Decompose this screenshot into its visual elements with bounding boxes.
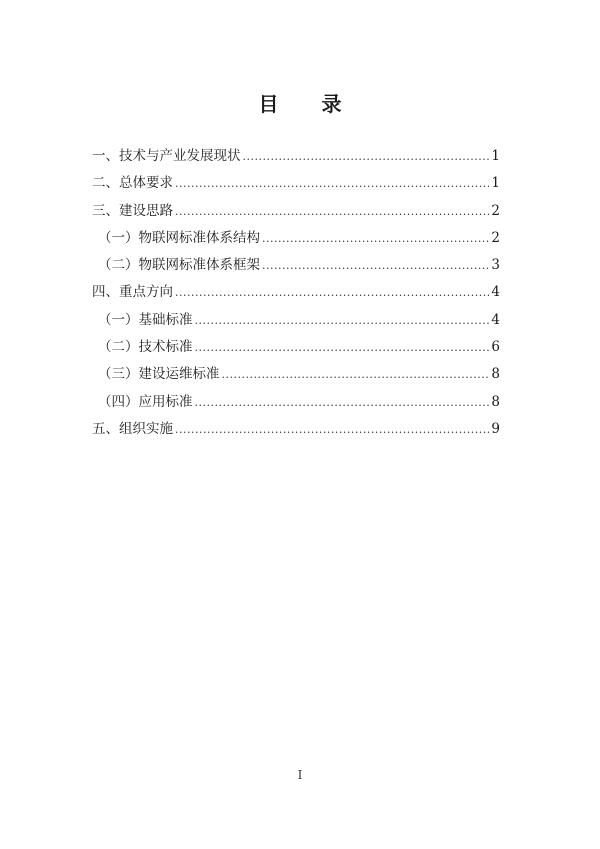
toc-entry[interactable] [92, 201, 500, 228]
toc-entry-label: （一）基础标准 [98, 311, 193, 328]
toc-entry-page: 1 [491, 175, 500, 192]
toc-entry[interactable] [92, 282, 500, 309]
toc-entry-page: 2 [491, 202, 500, 219]
toc-entry-page: 8 [491, 366, 500, 383]
toc-entry-label: （三）建设运维标准 [98, 366, 220, 383]
dot-leader [195, 393, 490, 413]
page-number: I [297, 768, 303, 782]
toc-entry[interactable] [92, 310, 500, 337]
toc-entry[interactable] [92, 146, 500, 173]
toc-entry-label: （二）技术标准 [98, 339, 193, 356]
toc-entry-page: 1 [491, 148, 500, 164]
toc-entry-page: 8 [491, 393, 500, 410]
dot-leader [262, 256, 489, 276]
toc-entry[interactable] [92, 228, 500, 255]
toc-entry-page: 2 [491, 229, 500, 246]
dot-leader [175, 202, 489, 222]
toc-entry[interactable] [92, 392, 500, 419]
toc-entry-label: 二、总体要求 [92, 175, 173, 192]
toc-entry[interactable] [92, 337, 500, 364]
toc-entry[interactable] [92, 173, 500, 200]
toc-entry-label: 五、组织实施 [92, 420, 173, 437]
toc-entry[interactable] [92, 255, 500, 282]
dot-leader [243, 147, 490, 167]
dot-leader [195, 311, 490, 331]
dot-leader [195, 338, 490, 358]
dot-leader [175, 420, 489, 440]
toc-entry-label: （二）物联网标准体系框架 [98, 257, 260, 274]
toc-entry-page: 6 [491, 339, 500, 356]
toc-entry[interactable] [92, 364, 500, 391]
dot-leader [222, 365, 490, 385]
dot-leader [175, 174, 489, 194]
toc-entry-label: 一、技术与产业发展现状 [92, 148, 241, 164]
dot-leader [175, 283, 489, 303]
toc-entry-page: 4 [491, 284, 500, 301]
toc-entry-label: 三、建设思路 [92, 202, 173, 219]
toc-entry-page: 3 [491, 257, 500, 274]
toc-entry-label: （一）物联网标准体系结构 [98, 229, 260, 246]
toc-entry-label: （四）应用标准 [98, 393, 193, 410]
toc-title: 目 录 [258, 92, 360, 116]
toc-list [92, 146, 500, 446]
toc-entry[interactable] [92, 419, 500, 446]
toc-entry-page: 9 [491, 420, 500, 437]
toc-entry-label: 四、重点方向 [92, 284, 173, 301]
dot-leader [262, 229, 489, 249]
toc-entry-page: 4 [491, 311, 500, 328]
